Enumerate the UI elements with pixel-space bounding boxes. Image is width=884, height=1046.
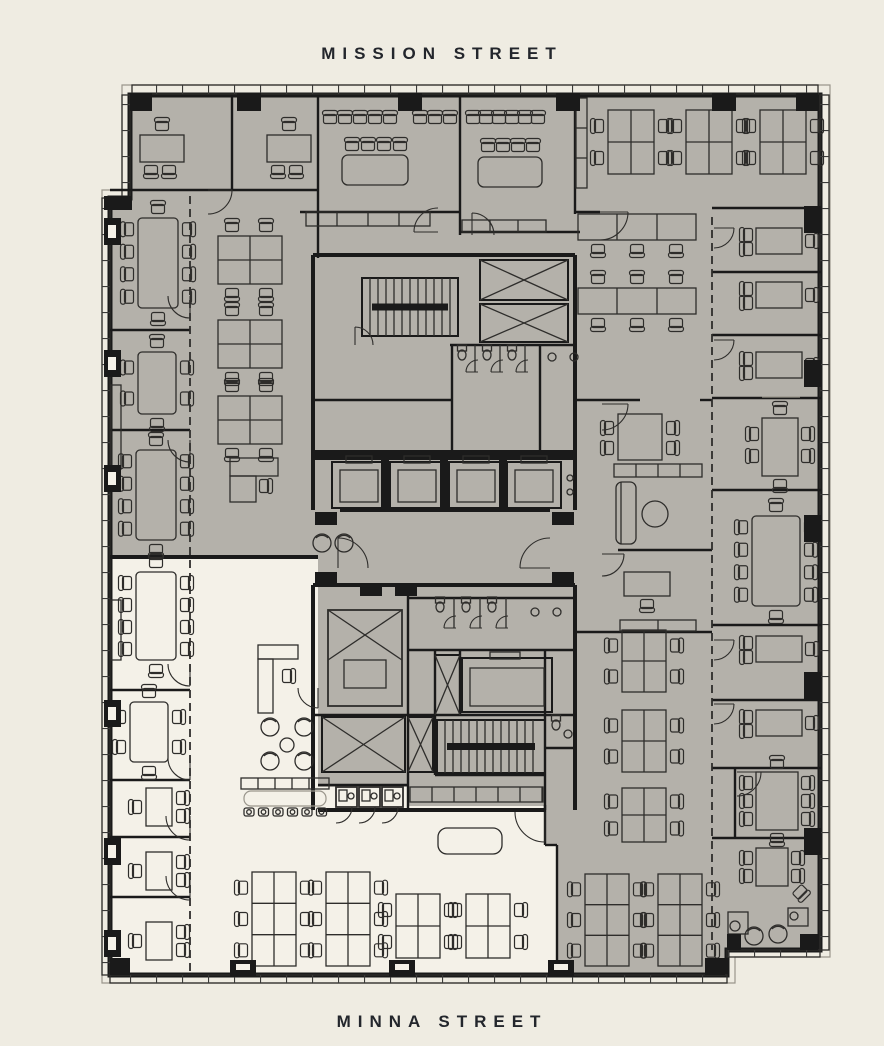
street-label-bottom: MINNA STREET xyxy=(336,1012,548,1031)
floor-plan-layers xyxy=(102,85,830,983)
street-label-top: MISSION STREET xyxy=(321,44,563,63)
